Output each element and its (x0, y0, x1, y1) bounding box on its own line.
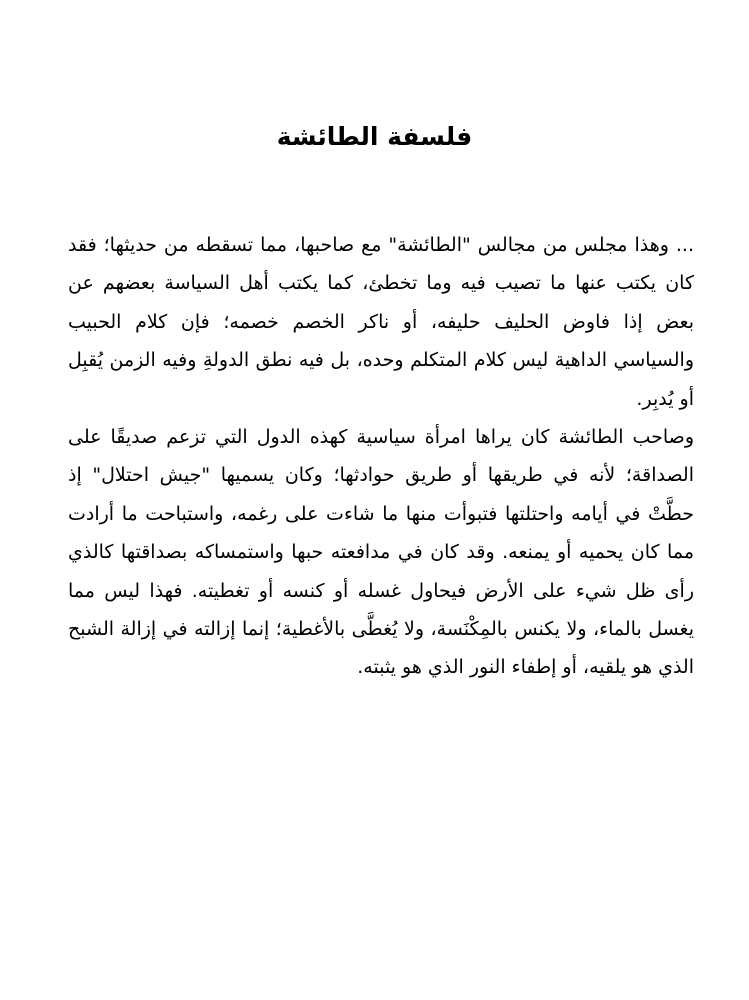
paragraph-2: وصاحب الطائشة كان يراها امرأة سياسية كهذه الدول التي تزعم صديقًا على الصداقة؛ لأنه في طريقها أو طريق حوادثها؛ وكان يسميها "جيش احتلال" إذ حطَّتْ في أيامه واحتلتها فتبوأت منها ما شاءت على رغمه، واستباحت ما أرادت مما كان يحميه أو يمنعه. وقد كان في مدافعته حبها واستمساكه بصداقتها كالذي رأى ظل شيء على الأرض فيحاول غسله أو كنسه أو تغطيته. فهذا ليس مما يغسل بالماء، ولا يكنس بالمِكْنَسة، ولا يُغطَّى بالأغطية؛ إنما إزالته في إزالة الشبح الذي هو يلقيه، أو إطفاء النور الذي هو يثبته. (68, 426, 694, 679)
document-title: فلسفة الطائشة (276, 122, 473, 151)
paragraph-1: ... وهذا مجلس من مجالس "الطائشة" مع صاحبها، مما تسقطه من حديثها؛ فقد كان يكتب عنها ما تصيب فيه وما تخطئ، كما يكتب أهل السياسة بعضهم عن بعض إذا فاوض الحليف حليفه، أو ناكر الخصم خصمه؛ فإن كلام الحبيب والسياسي الداهية ليس كلام المتكلم وحده، بل فيه نطق الدولةِ وفيه الزمن يُقبِل أو يُدبِر. (68, 234, 694, 410)
document-body (68, 226, 694, 687)
